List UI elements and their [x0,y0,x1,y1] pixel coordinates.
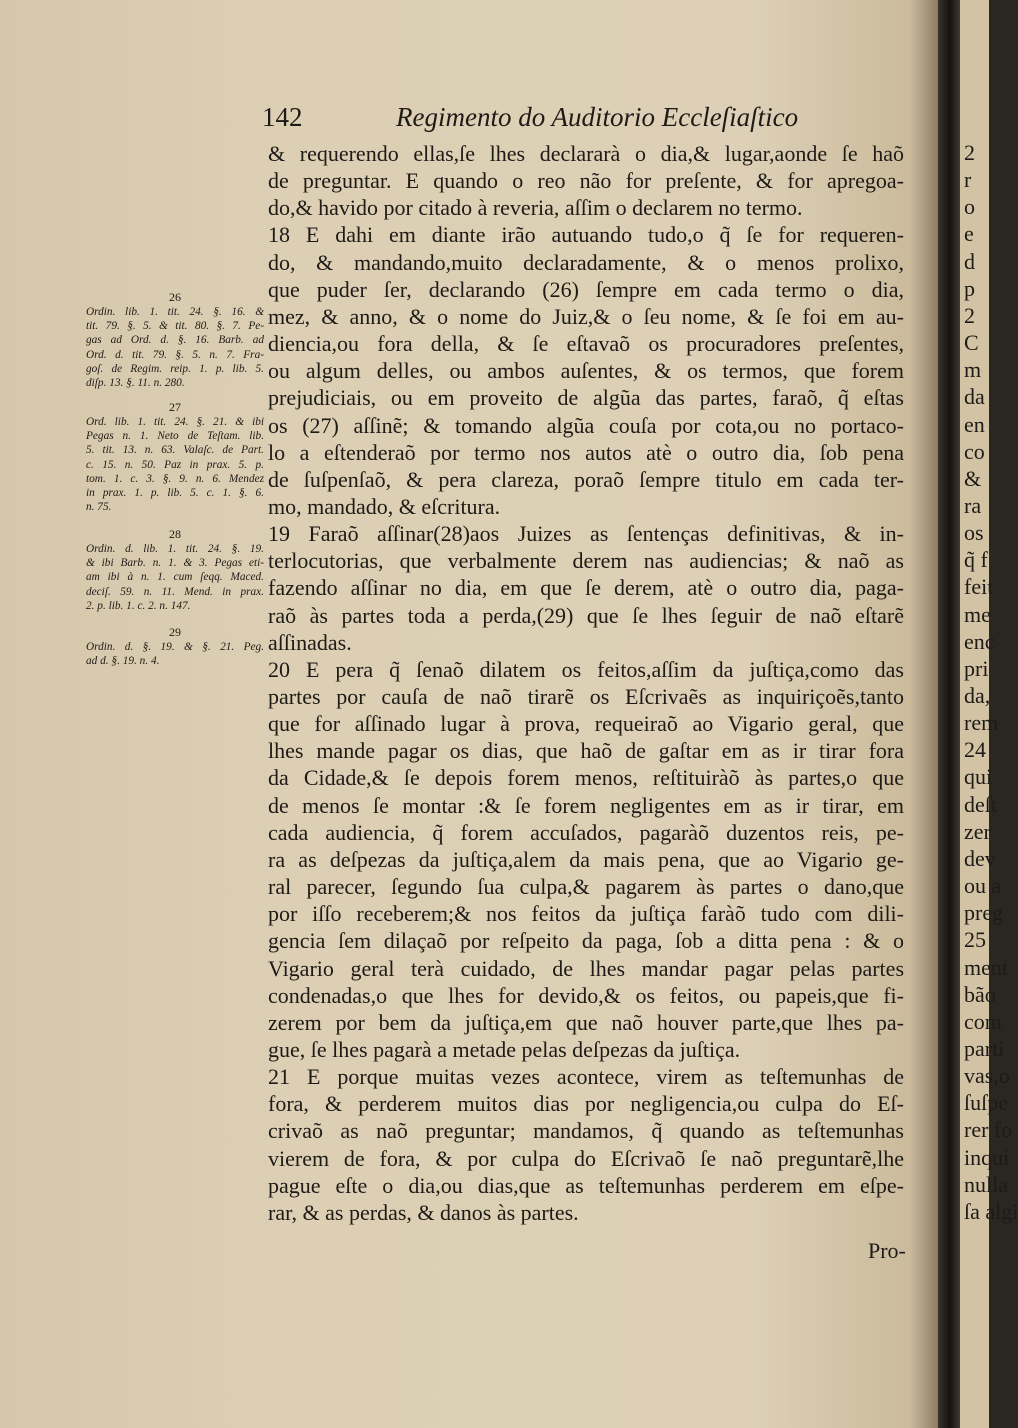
facing-page-fragment: 25 [964,927,986,953]
facing-page-fragment: da, [964,683,991,708]
note-number: 27 [169,400,181,414]
margin-note-line: am ibi à n. 1. cum ſeqq. Maced. [86,571,264,584]
facing-page-fragment: inqui [964,1144,1010,1170]
facing-page-fragment: 24 [964,737,986,763]
facing-page-fragment: os [964,520,984,546]
text-line: & requerendo ellas,ſe lhes declararà o dia,& lugar,aonde ſe haõ [268,141,904,166]
margin-note-line: Pegas n. 1. Neto de Teſtam. lib. [86,430,264,443]
book-gutter [938,0,962,1428]
text-line: aſſinadas. [268,629,352,655]
facing-page-fragment: q̃ f [964,547,988,573]
margin-note-line: c. 15. n. 50. Paz in prax. 5. p. [86,458,264,471]
facing-page-fragment: preg [964,900,1004,926]
facing-page-fragment: ſuſpe [964,1090,1008,1116]
margin-note-line: Ord. d. tit. 79. §. 5. n. 7. Fra- [86,348,264,361]
facing-page-fragment: me [964,601,991,627]
facing-page-fragment: e [964,221,974,247]
text-line: que puder ſer, declarando (26) ſempre em cada termo o dia, [268,276,904,302]
text-line: do, & mandando,muito declaradamente, & o menos prolixo, [268,249,904,275]
text-line: 19 Faraõ aſſinar(28)aos Juizes as ſentenças definitivas, & in- [268,521,904,547]
text-line: lhes mande pagar os dias, que haõ de gaſtar em as ir tirar fora [268,738,904,764]
margin-note-line: deciſ. 59. n. 11. Mend. in prax. [86,585,264,598]
text-line: cada audiencia, q̃ forem accuſados, pagaràõ duzentos reis, pe- [268,819,904,845]
margin-note-line: n. 75. [86,501,112,514]
text-line: zerem por bem da juſtiça,em que naõ houver parte,que lhes pa- [268,1009,904,1035]
text-line: gue, ſe lhes pagarà a metade pelas deſpezas da juſtiça. [268,1036,741,1062]
text-line: lo a eſtenderaõ por termo nos autos atè o outro dia, ſob pena [268,439,904,465]
text-line: que for aſſinado lugar à prova, requeiraõ ao Vigario geral, que [268,711,904,737]
text-line: de preguntar. E quando o reo não for preſente, & for apregoa- [268,168,904,194]
text-line: vierem de fora, & por culpa do Eſcrivaõ ſe naõ preguntarẽ,lhe [268,1145,904,1171]
facing-page-fragment: 2 [964,302,975,328]
page-number: 142 [262,102,303,132]
text-line: ral parecer, ſegundo ſua culpa,& pagarem às partes o dano,que [268,874,904,900]
margin-note-line: 5. tit. 13. n. 63. Valaſc. de Part. [86,444,264,457]
text-line: ou algum delles, ou ambos auſentes, & os termos, que forem [268,358,904,384]
margin-note-line: diſp. 13. §. 11. n. 280. [86,377,185,389]
margin-note-line: Ord. lib. 1. tit. 24. §. 21. & ibi [86,416,264,428]
text-line: condenadas,o que lhes for devido,& os feitos, ou papeis,que fi- [268,982,904,1008]
facing-page-fragment: dev [964,845,996,871]
margin-note-line: ad d. §. 19. n. 4. [86,655,160,668]
facing-page-fragment: m [964,357,982,383]
text-line: mez, & anno, & o nome do Juiz,& o ſeu nome, & ſe foi em au- [268,303,904,329]
text-line: fora, & perderem muitos dias por negligencia,ou culpa do Eſ- [268,1091,904,1117]
facing-page-fragment: parti [964,1035,1005,1061]
text-line: ra as deſpezas da juſtiça,alem da mais pena, que ao Vigario ge- [268,846,904,872]
text-line: gencia ſem dilaçaõ por reſpeito da paga, ſob a ditta pena : & o [268,928,904,954]
facing-page-fragment: ou a [964,873,1002,899]
facing-page-fragment: pri [964,655,989,681]
margin-note-line: Ordin. d. §. 19. & §. 21. Peg. [86,641,264,653]
facing-page-fragment: nulla [964,1171,1008,1197]
facing-page-fragment: da [964,384,985,410]
margin-note-line: & ibi Barb. n. 1. & 3. Pegas eti- [86,557,264,570]
text-line: 18 E dahi em diante irão autuando tudo,o q̃ ſe for requeren- [268,222,904,248]
facing-page-fragment: co [964,438,985,464]
text-line: 21 E porque muitas vezes acontece, virem as teſtemunhas de [268,1064,904,1090]
text-line: 20 E pera q̃ ſenaõ dilatem os feitos,aſſim da juſtiça,como das [268,656,904,682]
facing-page-fragment: bão [964,981,996,1007]
facing-page-fragment: com [964,1008,1002,1034]
facing-page-fragment: enc [964,628,995,654]
text-line: de menos ſe montar :& ſe forem negligentes em as ir tirar, em [268,792,904,818]
facing-page-fragment: & [964,465,982,491]
text-line: partes por cauſa de naõ tirarẽ os Eſcrivaẽs as inquiriçoẽs,tanto [268,684,904,709]
text-line: do,& havido por citado à reveria, aſſim o declarem no termo. [268,195,803,221]
facing-page-fragment: feit [964,574,994,600]
text-line: pague eſte o dia,ou dias,que as teſtemunhas perderem em eſpe- [268,1172,904,1198]
margin-note-line: goſ. de Regim. reip. 1. p. lib. 5. [86,362,264,375]
facing-page-fragment: zer [964,818,991,844]
note-number: 26 [169,290,181,304]
note-number: 28 [169,527,181,541]
margin-note-line: Ordin. lib. 1. tit. 24. §. 16. & [86,306,264,318]
catchword: Pro- [868,1238,906,1263]
margin-note-line: gas ad Ord. d. §. 16. Barb. ad [86,334,264,347]
facing-page-fragment: vas,o [964,1063,1010,1089]
text-line: rar, & as perdas, & danos às partes. [268,1199,579,1225]
facing-page-fragment: en [964,411,985,437]
text-line: mo, mandado, & eſcritura. [268,493,501,519]
facing-page-fragment: rem [964,710,999,736]
margin-note-line: Ordin. d. lib. 1. tit. 24. §. 19. [86,543,264,555]
facing-page-fragment: rer fo [964,1117,1013,1143]
facing-page-fragment: o [964,194,975,220]
text-line: prejudiciais, ou em proveito de algũa das partes, faraõ, q̃ eſtas [268,385,904,411]
text-line: Vigario geral terà cuidado, de lhes mandar pagar pelas partes [268,955,904,981]
facing-page-fragment: 2 [964,140,975,165]
facing-page-fragment: p [964,275,975,301]
facing-page-fragment: ſa algi [964,1198,1018,1224]
facing-page-fragment: ment [964,954,1008,980]
margin-note-line: tit. 79. §. 5. & tit. 80. §. 7. Pe- [86,320,264,333]
margin-note-line: tom. 1. c. 3. §. 9. n. 6. Mendez [86,472,264,485]
running-title: Regimento do Auditorio Eccleſiaſtico [396,102,799,132]
text-line: crivaõ as naõ preguntar; mandamos, q̃ quando as teſtemunhas [268,1118,904,1144]
facing-page-edge [960,0,1018,1428]
text-line: os (27) aſſinẽ; & tomando algũa couſa por cota,ou no portaco- [268,412,904,438]
text-line: diencia,ou fora della, & ſe eſtavaõ os procuradores preſentes, [268,331,904,357]
text-line: raõ às partes toda a perda,(29) que ſe lhes ſeguir de naõ eſtarẽ [268,602,904,628]
margin-note-line: in prax. 1. p. lib. 5. c. 1. §. 6. [86,487,264,499]
text-line: da Cidade,& ſe depois forem menos, reſtituiràõ às partes,o que [268,765,904,791]
text-line: fazendo aſſinar no dia, em que ſe derem, atè o outro dia, paga- [268,575,904,601]
facing-page-fragment: d [964,248,975,274]
margin-note-line: 2. p. lib. 1. c. 2. n. 147. [86,599,191,612]
text-line: terlocutorias, que verbalmente derem nas audiencias; & naõ as [268,548,904,574]
note-number: 29 [169,625,181,639]
facing-page-fragment: C [964,330,979,356]
text-line: de ſuſpenſaõ, & pera clareza, poraõ ſempre titulo em cada ter- [268,466,904,492]
facing-page-fragment: r [964,167,972,193]
facing-page-fragment: deſt [964,791,997,817]
text-line: por iſſo receberem;& nos feitos da juſtiça faràõ tudo com dili- [268,901,904,927]
facing-page-fragment: qui [964,764,993,790]
facing-page-fragment: ra [964,492,982,518]
